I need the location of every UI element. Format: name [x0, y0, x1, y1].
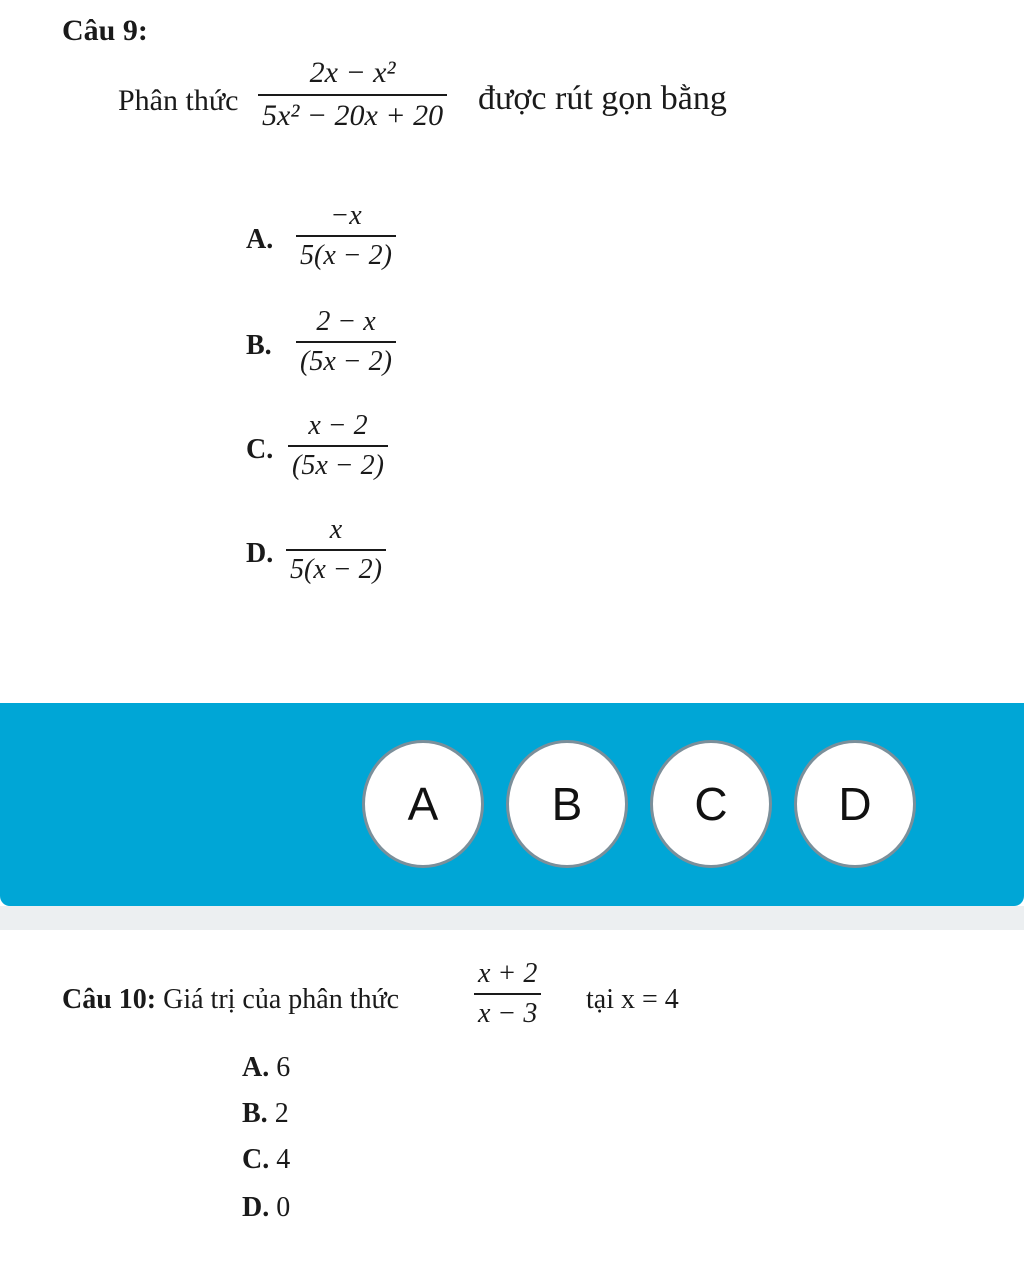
answer-button-b[interactable]: B	[506, 740, 628, 868]
fraction-bar	[258, 94, 447, 96]
fraction-numerator: 2 − x	[316, 306, 376, 337]
option-b-label: B.	[246, 330, 272, 361]
option-a-fraction	[296, 200, 396, 272]
fraction-bar	[288, 445, 388, 447]
fraction-denominator: 5(x − 2)	[290, 554, 382, 586]
q10-option-b	[242, 1098, 289, 1130]
q10-option-label: B.	[242, 1098, 268, 1129]
q10-option-value: 4	[276, 1144, 291, 1175]
q10-option-value: 2	[274, 1098, 289, 1129]
fraction-numerator: 2x − x²	[309, 56, 396, 89]
answer-button-d[interactable]: D	[794, 740, 916, 868]
question-10-stem-prefix: Giá trị của phân thức	[163, 984, 400, 1015]
fraction-bar	[474, 993, 541, 995]
answer-button-c[interactable]: C	[650, 740, 772, 868]
fraction-numerator: x − 2	[308, 410, 368, 441]
fraction-denominator: x − 3	[478, 998, 538, 1030]
question-10-stem	[62, 984, 399, 1016]
option-d-fraction	[286, 514, 386, 586]
fraction-numerator: x	[329, 514, 343, 545]
question-9-stem-prefix: Phân thức	[118, 84, 239, 117]
option-b-fraction	[296, 306, 396, 378]
q10-option-label: C.	[242, 1144, 270, 1175]
fraction-denominator: (5x − 2)	[292, 450, 384, 482]
q10-option-a	[242, 1052, 290, 1084]
fraction-denominator: 5x² − 20x + 20	[262, 98, 444, 132]
question-10-stem-suffix: tại x = 4	[586, 984, 679, 1015]
fraction-denominator: (5x − 2)	[300, 346, 392, 378]
fraction-bar	[296, 341, 396, 343]
fraction-numerator: x + 2	[478, 958, 538, 989]
q10-option-label: D.	[242, 1192, 270, 1223]
q10-option-value: 0	[276, 1192, 291, 1223]
question-9-title: Câu 9:	[62, 14, 148, 47]
card-divider	[0, 906, 1024, 930]
q10-option-c	[242, 1144, 290, 1176]
question-9-stem-suffix: được rút gọn bằng	[478, 80, 727, 117]
question-9-fraction	[258, 56, 447, 133]
answer-button-a[interactable]: A	[362, 740, 484, 868]
q10-option-d	[242, 1192, 290, 1224]
option-a-label: A.	[246, 224, 274, 255]
q10-option-label: A.	[242, 1052, 270, 1083]
option-c-fraction	[288, 410, 388, 482]
fraction-bar	[286, 549, 386, 551]
option-d-label: D.	[246, 538, 274, 569]
question-10-title: Câu 10:	[62, 984, 157, 1015]
question-10-fraction	[474, 958, 541, 1030]
option-c-label: C.	[246, 434, 274, 465]
fraction-denominator: 5(x − 2)	[300, 240, 392, 272]
fraction-bar	[296, 235, 396, 237]
q10-option-value: 6	[276, 1052, 291, 1083]
fraction-numerator: −x	[330, 200, 362, 231]
